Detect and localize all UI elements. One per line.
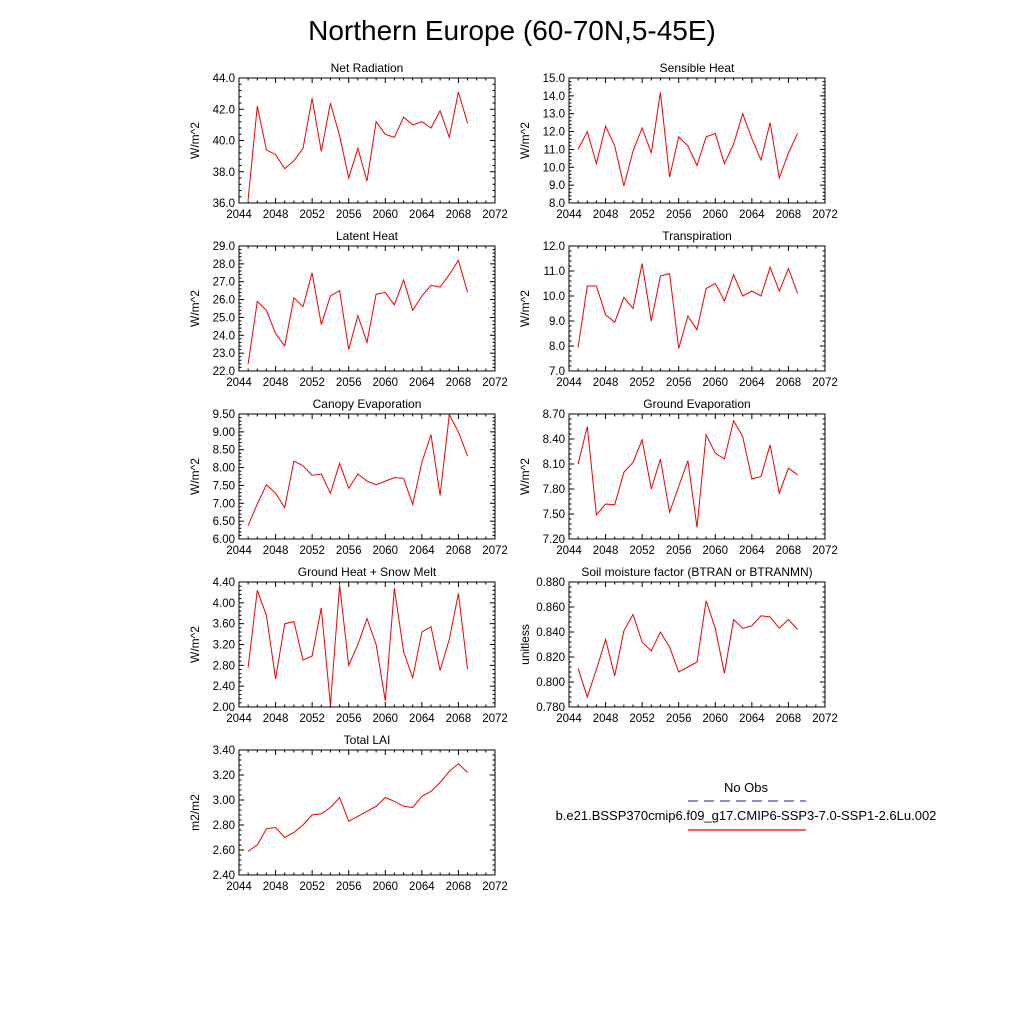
chart-net-radiation-ytick-label: 44.0 bbox=[212, 73, 235, 85]
chart-sensible-heat-xtick-label: 2072 bbox=[812, 209, 838, 221]
chart-soil-moisture-factor-btran-or-btranmn-ytick-label: 0.820 bbox=[536, 652, 565, 664]
chart-soil-moisture-factor-btran-or-btranmn-ylabel: unitless bbox=[518, 624, 532, 665]
chart-latent-heat-series-line bbox=[248, 260, 468, 364]
chart-ground-evaporation-ytick-label: 7.50 bbox=[542, 509, 565, 521]
chart-latent-heat-ylabel: W/m^2 bbox=[188, 290, 202, 327]
chart-soil-moisture-factor-btran-or-btranmn-xtick-label: 2048 bbox=[592, 713, 619, 725]
chart-sensible-heat-xtick-label: 2056 bbox=[665, 209, 692, 221]
chart-canopy-evaporation-ytick-label: 9.50 bbox=[212, 409, 235, 421]
chart-soil-moisture-factor-btran-or-btranmn-frame bbox=[569, 582, 825, 707]
chart-latent-heat-xtick-label: 2072 bbox=[482, 377, 508, 389]
chart-total-lai-xtick-label: 2056 bbox=[335, 881, 362, 893]
chart-ground-heat-snow-melt-xtick-label: 2048 bbox=[262, 713, 289, 725]
chart-soil-moisture-factor-btran-or-btranmn-ytick-label: 0.880 bbox=[536, 577, 565, 589]
chart-canopy-evaporation-frame bbox=[239, 414, 495, 539]
chart-ground-evaporation-series-line bbox=[578, 421, 798, 528]
chart-canopy-evaporation-xtick-label: 2072 bbox=[482, 545, 508, 557]
chart-soil-moisture-factor-btran-or-btranmn-ytick-label: 0.840 bbox=[536, 627, 565, 639]
chart-transpiration-xtick-label: 2056 bbox=[665, 377, 692, 389]
chart-ground-heat-snow-melt-series-line bbox=[248, 585, 468, 705]
chart-ground-heat-snow-melt-ytick-label: 4.00 bbox=[212, 597, 235, 610]
chart-sensible-heat-xtick-label: 2052 bbox=[629, 209, 655, 221]
chart-net-radiation-xtick-label: 2056 bbox=[335, 209, 362, 221]
chart-soil-moisture-factor-btran-or-btranmn-title: Soil moisture factor (BTRAN or BTRANMN) bbox=[581, 565, 813, 579]
chart-total-lai-frame bbox=[239, 750, 495, 875]
chart-ground-evaporation-ytick-label: 8.70 bbox=[542, 409, 565, 421]
chart-transpiration-xtick-label: 2072 bbox=[812, 377, 838, 389]
chart-canopy-evaporation-ylabel: W/m^2 bbox=[188, 458, 202, 495]
chart-soil-moisture-factor-btran-or-btranmn-series-line bbox=[578, 601, 798, 697]
chart-net-radiation-ytick-label: 38.0 bbox=[212, 166, 235, 179]
chart-sensible-heat-xtick-label: 2068 bbox=[775, 209, 802, 221]
chart-soil-moisture-factor-btran-or-btranmn-xtick-label: 2060 bbox=[702, 713, 729, 725]
chart-ground-evaporation-ytick-label: 8.40 bbox=[542, 434, 565, 446]
chart-total-lai-series-line bbox=[248, 764, 468, 852]
chart-total-lai-xtick-label: 2048 bbox=[262, 881, 289, 893]
chart-transpiration-ytick-label: 11.0 bbox=[543, 266, 565, 278]
chart-ground-heat-snow-melt-xtick-label: 2060 bbox=[372, 713, 399, 725]
chart-sensible-heat-ytick-label: 9.0 bbox=[549, 180, 565, 193]
chart-latent-heat-xtick-label: 2056 bbox=[335, 377, 362, 389]
chart-ground-evaporation-ytick-label: 8.10 bbox=[542, 459, 565, 471]
chart-canopy-evaporation-title: Canopy Evaporation bbox=[312, 397, 422, 411]
chart-transpiration-ytick-label: 9.0 bbox=[549, 316, 565, 328]
chart-ground-evaporation-xtick-label: 2072 bbox=[812, 545, 838, 557]
chart-latent-heat-ytick-label: 23.0 bbox=[212, 348, 235, 361]
chart-latent-heat-xtick-label: 2044 bbox=[226, 377, 252, 389]
chart-sensible-heat bbox=[518, 61, 838, 221]
chart-canopy-evaporation-xtick-label: 2068 bbox=[445, 545, 472, 557]
chart-latent-heat-ytick-label: 24.0 bbox=[212, 330, 235, 343]
chart-total-lai-ylabel: m2/m2 bbox=[188, 794, 202, 831]
chart-sensible-heat-title: Sensible Heat bbox=[659, 61, 735, 75]
chart-net-radiation-xtick-label: 2048 bbox=[262, 209, 289, 221]
chart-net-radiation-xtick-label: 2064 bbox=[409, 209, 435, 221]
chart-total-lai-title: Total LAI bbox=[343, 733, 391, 747]
chart-latent-heat-ytick-label: 28.0 bbox=[212, 258, 235, 271]
chart-net-radiation-series-line bbox=[248, 92, 468, 200]
chart-soil-moisture-factor-btran-or-btranmn-xtick-label: 2056 bbox=[665, 713, 692, 725]
chart-total-lai-ytick-label: 3.20 bbox=[212, 770, 235, 782]
chart-sensible-heat-xtick-label: 2048 bbox=[592, 209, 619, 221]
chart-ground-evaporation-xtick-label: 2056 bbox=[665, 545, 692, 557]
chart-canopy-evaporation-ytick-label: 8.50 bbox=[212, 444, 235, 457]
chart-net-radiation-xtick-label: 2072 bbox=[482, 209, 508, 221]
chart-ground-evaporation-ytick-label: 7.80 bbox=[542, 484, 565, 496]
chart-ground-evaporation bbox=[518, 397, 838, 557]
chart-total-lai-ytick-label: 3.40 bbox=[212, 745, 235, 757]
chart-ground-heat-snow-melt-title: Ground Heat + Snow Melt bbox=[297, 565, 437, 579]
chart-sensible-heat-frame bbox=[569, 78, 825, 203]
chart-net-radiation-frame bbox=[239, 78, 495, 203]
chart-transpiration-frame bbox=[569, 246, 825, 371]
chart-latent-heat-ytick-label: 25.0 bbox=[212, 312, 235, 325]
chart-latent-heat-xtick-label: 2068 bbox=[445, 377, 472, 389]
chart-net-radiation-ytick-label: 40.0 bbox=[212, 135, 235, 148]
chart-transpiration-ylabel: W/m^2 bbox=[518, 290, 532, 327]
chart-sensible-heat-xtick-label: 2044 bbox=[556, 209, 582, 221]
chart-latent-heat-title: Latent Heat bbox=[335, 229, 399, 243]
chart-sensible-heat-ytick-label: 10.0 bbox=[542, 162, 565, 175]
chart-ground-evaporation-frame bbox=[569, 414, 825, 539]
chart-soil-moisture-factor-btran-or-btranmn-xtick-label: 2052 bbox=[629, 713, 655, 725]
chart-canopy-evaporation bbox=[188, 397, 508, 557]
chart-total-lai-xtick-label: 2044 bbox=[226, 881, 252, 893]
chart-total-lai-xtick-label: 2052 bbox=[299, 881, 325, 893]
chart-sensible-heat-ytick-label: 11.0 bbox=[543, 144, 565, 157]
chart-transpiration-ytick-label: 12.0 bbox=[542, 241, 565, 253]
chart-ground-evaporation-xtick-label: 2068 bbox=[775, 545, 802, 557]
chart-transpiration-xtick-label: 2064 bbox=[739, 377, 765, 389]
chart-soil-moisture-factor-btran-or-btranmn-xtick-label: 2064 bbox=[739, 713, 765, 725]
chart-net-radiation-ytick-label: 36.0 bbox=[212, 198, 235, 210]
chart-total-lai-ytick-label: 2.40 bbox=[212, 870, 235, 882]
chart-ground-evaporation-xtick-label: 2052 bbox=[629, 545, 655, 557]
chart-canopy-evaporation-ytick-label: 8.00 bbox=[212, 462, 235, 475]
chart-total-lai bbox=[188, 733, 508, 893]
chart-canopy-evaporation-xtick-label: 2048 bbox=[262, 545, 289, 557]
legend bbox=[556, 780, 937, 830]
chart-transpiration-ytick-label: 10.0 bbox=[542, 291, 565, 303]
chart-ground-heat-snow-melt-ytick-label: 2.80 bbox=[212, 660, 235, 673]
chart-total-lai-xtick-label: 2064 bbox=[409, 881, 435, 893]
chart-latent-heat-ytick-label: 29.0 bbox=[212, 241, 235, 253]
chart-sensible-heat-ytick-label: 8.0 bbox=[549, 198, 565, 210]
chart-canopy-evaporation-xtick-label: 2060 bbox=[372, 545, 399, 557]
chart-sensible-heat-xtick-label: 2060 bbox=[702, 209, 729, 221]
chart-soil-moisture-factor-btran-or-btranmn-xtick-label: 2068 bbox=[775, 713, 802, 725]
chart-sensible-heat-xtick-label: 2064 bbox=[739, 209, 765, 221]
chart-net-radiation-xtick-label: 2068 bbox=[445, 209, 472, 221]
chart-latent-heat-ytick-label: 27.0 bbox=[212, 276, 235, 289]
chart-canopy-evaporation-ytick-label: 6.50 bbox=[212, 516, 235, 529]
chart-transpiration-series-line bbox=[578, 264, 798, 349]
chart-ground-heat-snow-melt-xtick-label: 2064 bbox=[409, 713, 435, 725]
chart-soil-moisture-factor-btran-or-btranmn-ytick-label: 0.860 bbox=[536, 602, 565, 614]
chart-latent-heat-xtick-label: 2060 bbox=[372, 377, 399, 389]
chart-transpiration-title: Transpiration bbox=[662, 229, 732, 243]
chart-soil-moisture-factor-btran-or-btranmn-ytick-label: 0.780 bbox=[536, 702, 565, 714]
chart-ground-heat-snow-melt-xtick-label: 2056 bbox=[335, 713, 362, 725]
chart-ground-heat-snow-melt-ytick-label: 2.00 bbox=[212, 702, 235, 714]
chart-transpiration-ytick-label: 7.0 bbox=[549, 366, 565, 378]
chart-canopy-evaporation-ytick-label: 7.00 bbox=[212, 498, 235, 511]
chart-sensible-heat-ytick-label: 15.0 bbox=[542, 73, 565, 85]
chart-total-lai-xtick-label: 2072 bbox=[482, 881, 508, 893]
chart-latent-heat-frame bbox=[239, 246, 495, 371]
chart-transpiration-xtick-label: 2044 bbox=[556, 377, 582, 389]
chart-latent-heat-xtick-label: 2052 bbox=[299, 377, 325, 389]
chart-ground-heat-snow-melt-xtick-label: 2068 bbox=[445, 713, 472, 725]
chart-canopy-evaporation-xtick-label: 2064 bbox=[409, 545, 435, 557]
chart-canopy-evaporation-ytick-label: 9.00 bbox=[212, 426, 235, 439]
chart-total-lai-ytick-label: 2.60 bbox=[212, 845, 235, 857]
chart-transpiration-xtick-label: 2052 bbox=[629, 377, 655, 389]
chart-ground-heat-snow-melt-ytick-label: 3.20 bbox=[212, 639, 235, 652]
chart-soil-moisture-factor-btran-or-btranmn bbox=[518, 565, 838, 725]
panels bbox=[188, 61, 838, 893]
chart-ground-heat-snow-melt-xtick-label: 2044 bbox=[226, 713, 252, 725]
chart-ground-evaporation-xtick-label: 2044 bbox=[556, 545, 582, 557]
chart-ground-evaporation-ytick-label: 7.20 bbox=[542, 534, 565, 546]
chart-latent-heat-ytick-label: 22.0 bbox=[212, 366, 235, 378]
chart-ground-evaporation-xtick-label: 2048 bbox=[592, 545, 619, 557]
chart-latent-heat bbox=[188, 229, 508, 389]
chart-transpiration bbox=[518, 229, 838, 389]
chart-soil-moisture-factor-btran-or-btranmn-xtick-label: 2072 bbox=[812, 713, 838, 725]
chart-net-radiation-xtick-label: 2060 bbox=[372, 209, 399, 221]
chart-ground-evaporation-xtick-label: 2064 bbox=[739, 545, 765, 557]
chart-ground-heat-snow-melt bbox=[188, 565, 508, 725]
chart-canopy-evaporation-xtick-label: 2044 bbox=[226, 545, 252, 557]
legend-label-no-obs: No Obs bbox=[723, 780, 769, 795]
chart-ground-heat-snow-melt-ylabel: W/m^2 bbox=[188, 626, 202, 663]
chart-total-lai-ytick-label: 3.00 bbox=[212, 795, 235, 807]
chart-net-radiation bbox=[188, 61, 508, 221]
chart-canopy-evaporation-xtick-label: 2052 bbox=[299, 545, 325, 557]
chart-ground-heat-snow-melt-ytick-label: 2.40 bbox=[212, 681, 235, 694]
chart-transpiration-ytick-label: 8.0 bbox=[549, 341, 565, 353]
chart-net-radiation-xtick-label: 2052 bbox=[299, 209, 325, 221]
chart-soil-moisture-factor-btran-or-btranmn-xtick-label: 2044 bbox=[556, 713, 582, 725]
chart-transpiration-xtick-label: 2060 bbox=[702, 377, 729, 389]
chart-total-lai-xtick-label: 2060 bbox=[372, 881, 399, 893]
chart-transpiration-xtick-label: 2048 bbox=[592, 377, 619, 389]
chart-sensible-heat-ytick-label: 14.0 bbox=[542, 90, 565, 103]
chart-canopy-evaporation-xtick-label: 2056 bbox=[335, 545, 362, 557]
chart-canopy-evaporation-ytick-label: 6.00 bbox=[212, 534, 235, 546]
figure-title: Northern Europe (60-70N,5-45E) bbox=[308, 15, 716, 46]
chart-ground-heat-snow-melt-ytick-label: 3.60 bbox=[212, 618, 235, 631]
chart-canopy-evaporation-series-line bbox=[248, 415, 468, 526]
chart-ground-evaporation-xtick-label: 2060 bbox=[702, 545, 729, 557]
chart-latent-heat-xtick-label: 2064 bbox=[409, 377, 435, 389]
chart-net-radiation-xtick-label: 2044 bbox=[226, 209, 252, 221]
chart-sensible-heat-ytick-label: 13.0 bbox=[542, 108, 565, 121]
chart-net-radiation-ylabel: W/m^2 bbox=[188, 122, 202, 159]
chart-net-radiation-title: Net Radiation bbox=[330, 61, 404, 75]
chart-canopy-evaporation-ytick-label: 7.50 bbox=[212, 480, 235, 493]
chart-ground-evaporation-title: Ground Evaporation bbox=[643, 397, 751, 411]
chart-transpiration-xtick-label: 2068 bbox=[775, 377, 802, 389]
chart-net-radiation-ytick-label: 42.0 bbox=[212, 104, 235, 117]
chart-ground-heat-snow-melt-xtick-label: 2072 bbox=[482, 713, 508, 725]
chart-ground-evaporation-ylabel: W/m^2 bbox=[518, 458, 532, 495]
chart-latent-heat-xtick-label: 2048 bbox=[262, 377, 289, 389]
chart-latent-heat-ytick-label: 26.0 bbox=[212, 294, 235, 307]
chart-total-lai-ytick-label: 2.80 bbox=[212, 820, 235, 832]
chart-sensible-heat-ytick-label: 12.0 bbox=[542, 126, 565, 139]
chart-total-lai-xtick-label: 2068 bbox=[445, 881, 472, 893]
chart-ground-heat-snow-melt-xtick-label: 2052 bbox=[299, 713, 325, 725]
legend-label-case: b.e21.BSSP370cmip6.f09_g17.CMIP6-SSP3-7.0-SSP1-2.6Lu.002 bbox=[555, 808, 937, 823]
chart-ground-heat-snow-melt-ytick-label: 4.40 bbox=[212, 577, 235, 589]
chart-sensible-heat-ylabel: W/m^2 bbox=[518, 122, 532, 159]
chart-soil-moisture-factor-btran-or-btranmn-ytick-label: 0.800 bbox=[536, 677, 565, 689]
chart-sensible-heat-series-line bbox=[578, 92, 798, 186]
